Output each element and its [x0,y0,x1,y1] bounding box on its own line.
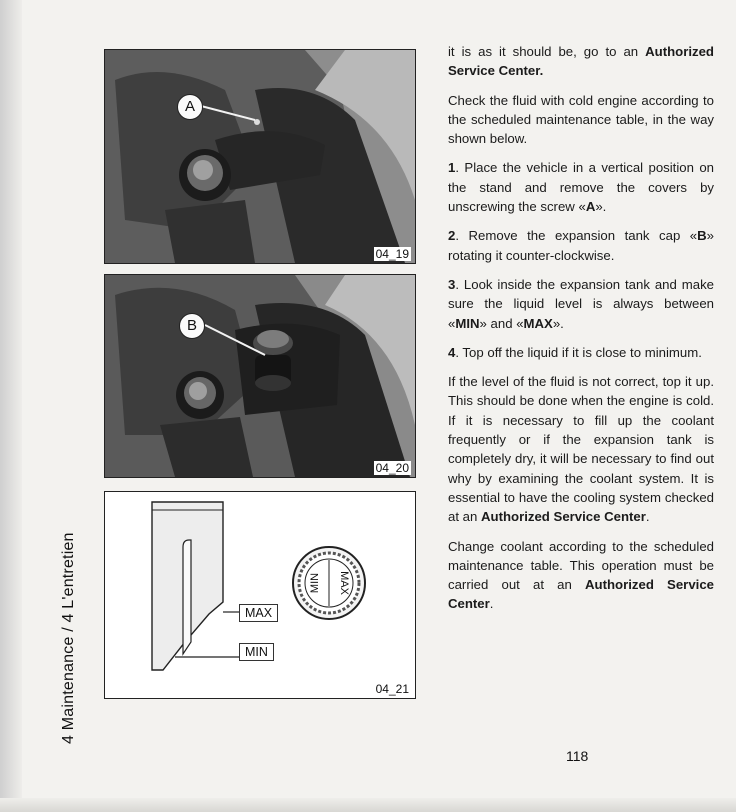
max-level-label: MAX [239,604,278,622]
step-2: 2. Remove the expansion tank cap «B» rotating it counter-clockwise. [448,228,714,263]
step-3: 3. Look inside the expansion tank and make sure the liquid level is always between «MIN» and «MAX». [448,276,714,331]
figure-code: 04_21 [375,682,409,696]
chapter-side-label: 4 Maintenance / 4 L'entretien [60,532,77,744]
figure-cover-screw [104,49,416,264]
photo-cover-screw [105,50,415,263]
diagram-tank-levels [105,492,415,698]
step-1: 1. Place the vehicle in a vertical position on the stand and remove the covers by unscrewing the screw «A». [448,160,714,215]
cap-max-text: MAX [338,571,350,595]
instructions-column [448,42,714,624]
step-4: 4. Top off the liquid if it is close to minimum. [448,344,702,360]
callout-a: A [177,94,203,120]
paragraph-fluid-level: If the level of the fluid is not correct, top it up. This should be done when the engine is cold. If it is necessary to fill up the coolant frequently or if the expansion tank is completely dry, it will be necessary to find out why by examining the coolant system. It is essential to have the cooling system checked at an Authorized Service Center. [448,374,714,525]
paragraph-intro: it is as it should be, go to an Authorized Service Center. [448,44,714,79]
figure-expansion-tank-cap [104,274,416,478]
callout-b: B [179,313,205,339]
figure-level-diagram [104,491,416,699]
page-bottom-shadow [0,798,736,812]
page-number: 118 [566,748,589,764]
figure-code: 04_20 [375,461,409,475]
paragraph-check-fluid: Check the fluid with cold engine according to the scheduled maintenance table, in the way shown below. [448,92,714,147]
min-level-label: MIN [239,643,274,661]
cap-min-text: MIN [309,572,321,594]
figure-code: 04_19 [375,247,409,261]
page-gutter-shadow [0,0,22,812]
photo-expansion-tank-cap [105,275,415,477]
paragraph-change-coolant: Change coolant according to the scheduled maintenance table. This operation must be carried out at an Authorized Service Center. [448,538,714,612]
